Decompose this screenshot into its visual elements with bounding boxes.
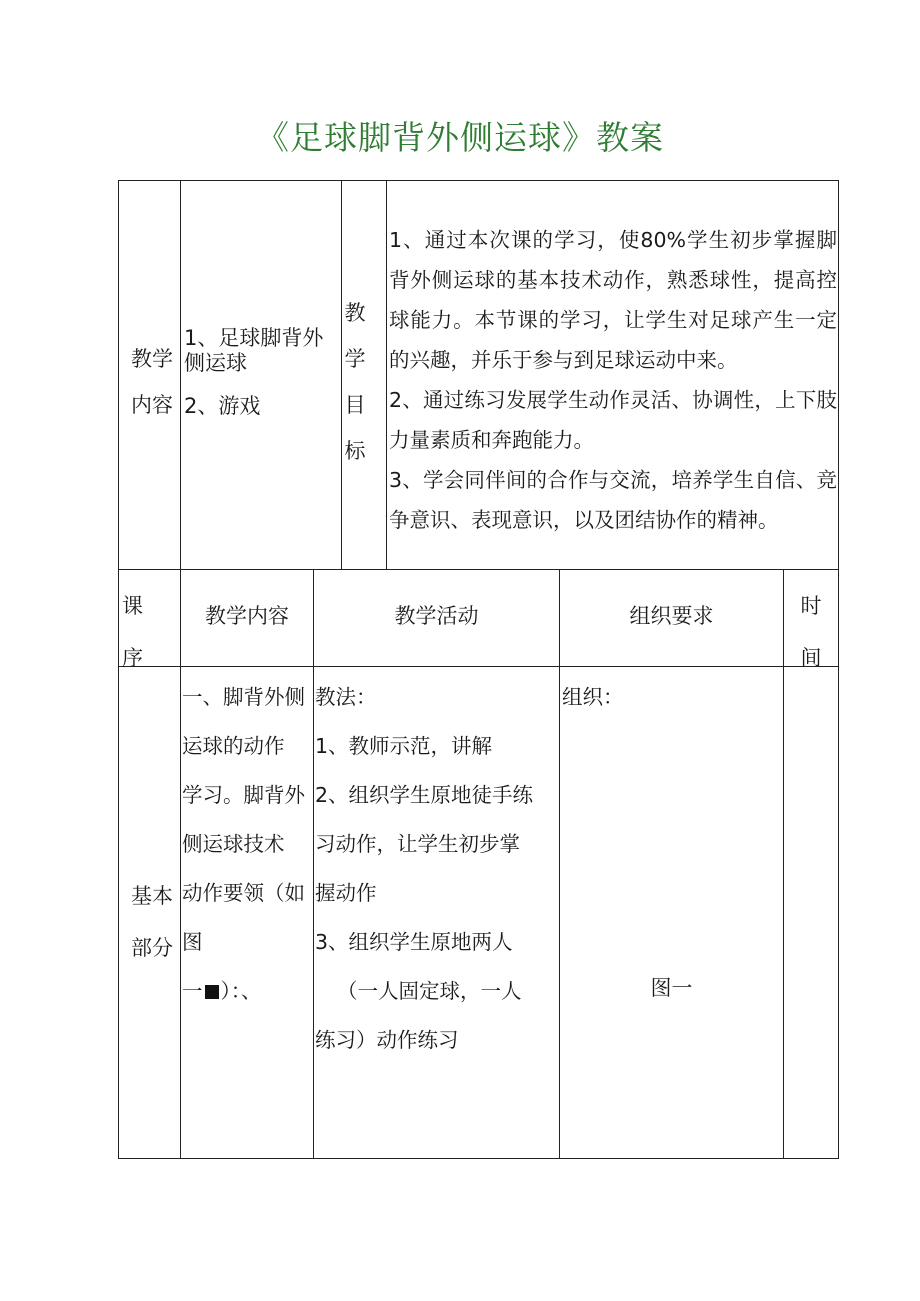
- figure-one-label: 图一: [650, 976, 693, 1000]
- document-title: 《足球脚背外侧运球》教案: [256, 118, 664, 157]
- objective-2: 2、通过练习发展学生动作灵活、协调性，上下肢力量素质和奔跑能力。: [389, 388, 837, 452]
- header-organization: 组织要求: [629, 604, 714, 628]
- objectives-text: [389, 220, 837, 540]
- content-item-2: 2、游戏: [184, 394, 261, 418]
- header-activity: 教学活动: [394, 604, 479, 628]
- objective-1: 1、通过本次课的学习，使80%学生初步掌握脚背外侧运球的基本技术动作，熟悉球性，提高控球能力。本节课的学习，让学生对足球产生一定的兴趣，并乐于参与到足球运动中来。: [389, 228, 837, 372]
- objective-3: 3、学会同伴间的合作与交流，培养学生自信、竞争意识、表现意识，以及团结协作的精神。: [389, 468, 837, 532]
- figure-marker-icon: [205, 985, 219, 999]
- header-content: 教学内容: [205, 604, 289, 628]
- basic-content: 一、脚背外侧 运球的动作 学习。脚背外 侧运球技术 动作要领（如 图 一 ）：、: [182, 673, 313, 1016]
- header-sequence: 课 序: [122, 594, 143, 670]
- label-teaching-goal: 教 学 目 标: [344, 301, 366, 463]
- content-item-1: 1、足球脚背外侧运球: [184, 326, 324, 375]
- basic-activity: 教法： 1、教师示范，讲解 2、组织学生原地徒手练 习动作，让学生初步掌 握动作 3、组织学生原地两人 （一人固定球，一人 练习）动作练习: [315, 685, 534, 1052]
- basic-section-label: 基本 部分: [131, 884, 173, 960]
- teaching-content-list: [184, 326, 340, 419]
- label-teaching-content: 教学内容: [131, 347, 173, 417]
- header-time: 时 间: [800, 594, 822, 670]
- content-tail: 一 ）：、: [182, 979, 262, 1003]
- organization-label: 组织：: [562, 685, 624, 709]
